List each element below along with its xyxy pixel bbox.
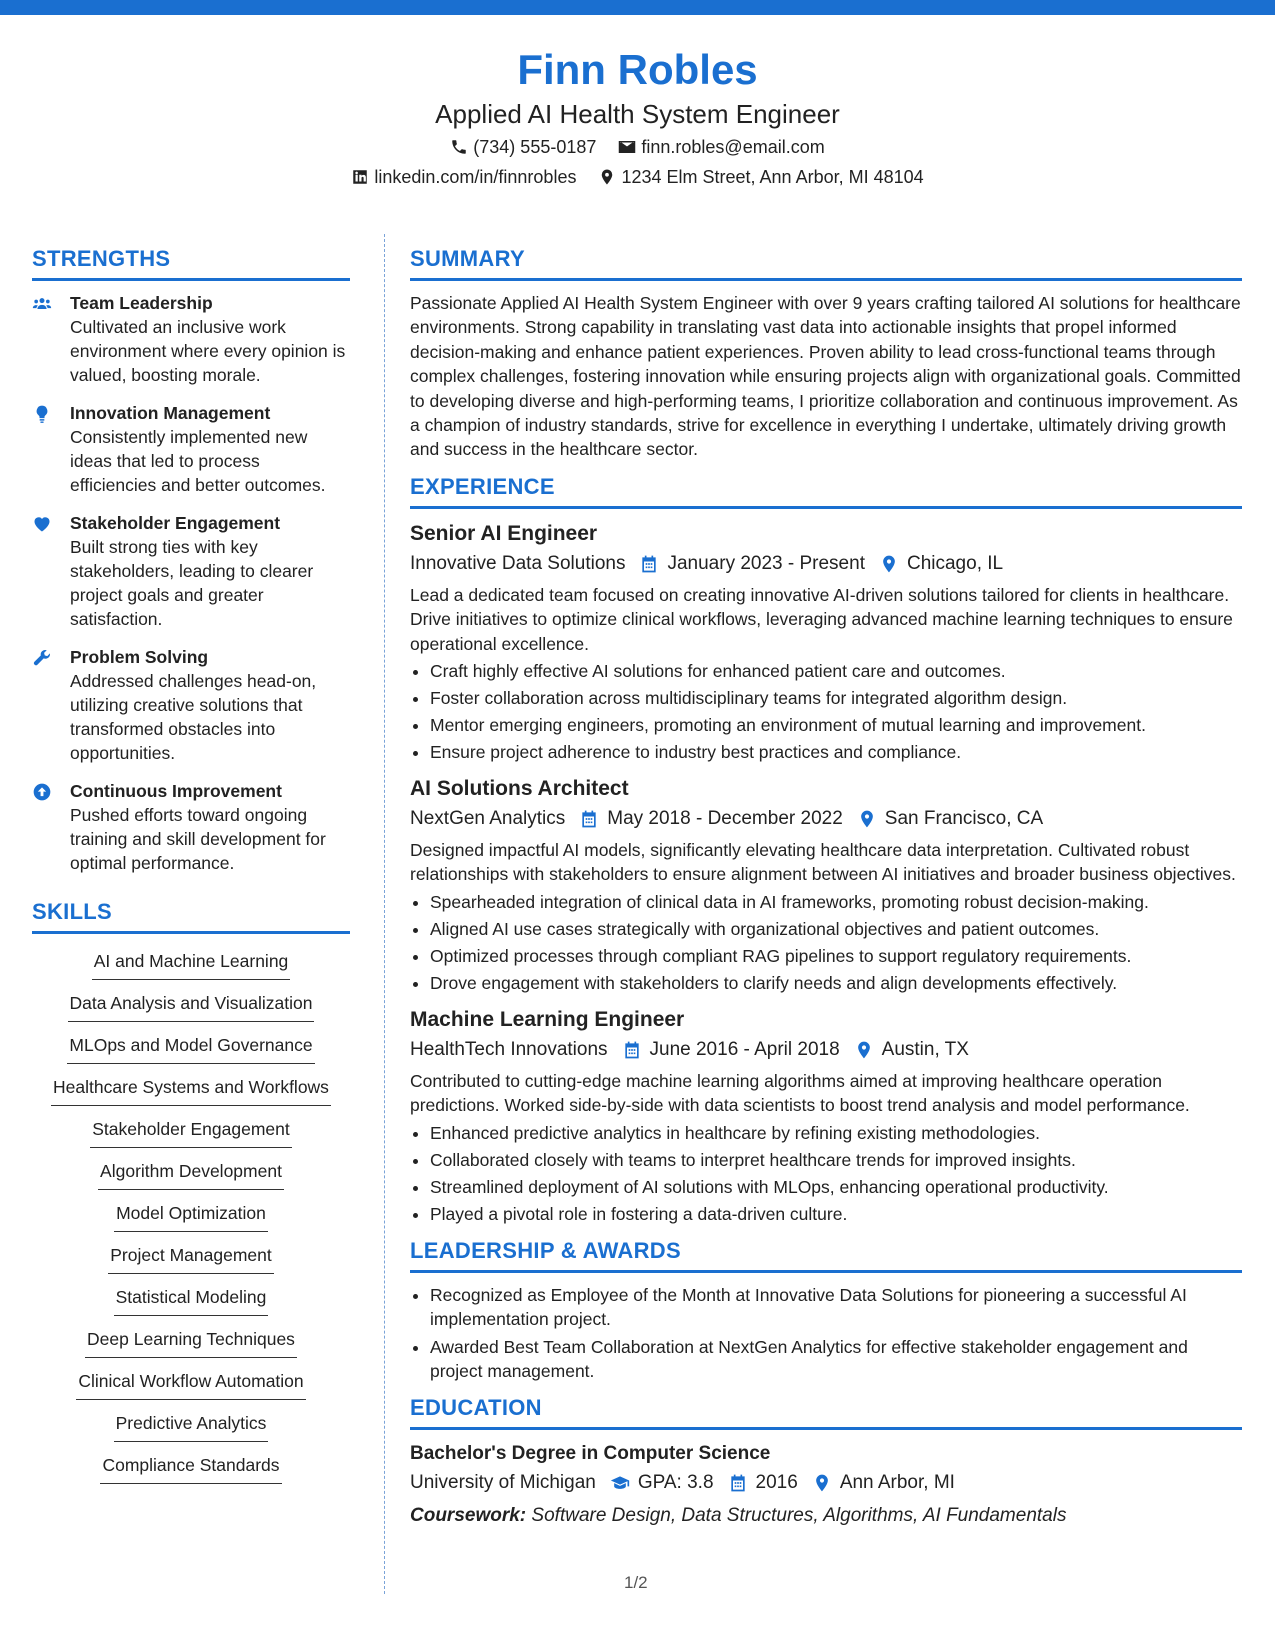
map-pin-icon [854, 1040, 874, 1060]
users-icon [32, 294, 52, 314]
linkedin-icon [351, 168, 369, 186]
contact-row-2 [0, 162, 1275, 192]
job-bullets [410, 1120, 1242, 1228]
strengths-heading: STRENGTHS [32, 244, 350, 281]
skill-item: Compliance Standards [100, 1453, 281, 1484]
phone-item [450, 132, 596, 162]
phone-icon [450, 138, 468, 156]
job-bullet: • Ensure project adherence to industry best practices and compliance. [430, 739, 1242, 766]
candidate-name: Finn Robles [517, 46, 758, 93]
education-heading: EDUCATION [410, 1393, 1242, 1430]
strength-title: Innovation Management [70, 403, 271, 423]
job-bullet: • Mentor emerging engineers, promoting an environment of mutual learning and improvement. [430, 712, 1242, 739]
education-location: Ann Arbor, MI [839, 1472, 955, 1494]
job-dates: June 2016 - April 2018 [649, 1038, 840, 1060]
award-item: • Awarded Best Team Collaboration at NextGen Analytics for effective stakeholder engagement and project management. [430, 1335, 1242, 1384]
education-coursework [410, 1502, 1242, 1530]
job-bullet: • Foster collaboration across multidisciplinary teams for integrated algorithm design. [430, 685, 1242, 712]
skill-item: Stakeholder Engagement [90, 1117, 292, 1148]
strength-text: Consistently implemented new ideas that led to process efficiencies and better outcomes. [70, 427, 326, 495]
award-item: • Recognized as Employee of the Month at Innovative Data Solutions for pioneering a successful AI implementation project. [430, 1283, 1242, 1332]
summary-heading: SUMMARY [410, 244, 1242, 281]
job-bullets [410, 658, 1242, 766]
job-company: Innovative Data Solutions [410, 552, 626, 574]
job-entry [410, 774, 1242, 997]
skill-item: Algorithm Development [98, 1159, 284, 1190]
strength-title: Continuous Improvement [70, 781, 282, 801]
calendar-icon [728, 1473, 748, 1493]
wrench-icon [32, 648, 52, 668]
lightbulb-icon [32, 404, 52, 424]
job-bullet: • Optimized processes through compliant RAG pipelines to support regulatory requirements. [430, 943, 1242, 970]
skill-item: Deep Learning Techniques [85, 1327, 297, 1358]
strength-text: Built strong ties with key stakeholders, leading to clearer project goals and greater satisfaction. [70, 537, 314, 629]
map-pin-icon [812, 1473, 832, 1493]
strength-text: Addressed challenges head-on, utilizing creative solutions that transformed obstacles into opportunities. [70, 671, 317, 763]
job-bullets [410, 889, 1242, 997]
awards-list [410, 1283, 1242, 1384]
heart-icon [32, 514, 52, 534]
job-company: NextGen Analytics [410, 808, 566, 830]
candidate-title: Applied AI Health System Engineer [435, 99, 840, 129]
awards-heading: LEADERSHIP & AWARDS [410, 1236, 1242, 1273]
job-meta [410, 804, 1242, 834]
arrow-up-circle-icon [32, 782, 52, 802]
map-pin-icon [857, 809, 877, 829]
page-number: 1/2 [624, 1573, 648, 1592]
education-meta [410, 1468, 1242, 1498]
job-entry [410, 1005, 1242, 1228]
job-location: Austin, TX [881, 1038, 969, 1060]
strength-text: Cultivated an inclusive work environment where every opinion is valued, boosting morale. [70, 317, 346, 385]
right-column [410, 244, 1242, 1530]
left-column [32, 244, 350, 1490]
skill-item: Healthcare Systems and Workflows [51, 1075, 331, 1106]
job-bullet: • Craft highly effective AI solutions for enhanced patient care and outcomes. [430, 658, 1242, 685]
strength-title: Stakeholder Engagement [70, 513, 281, 533]
job-bullet: • Enhanced predictive analytics in healthcare by refining existing methodologies. [430, 1120, 1242, 1147]
skills-heading: SKILLS [32, 897, 350, 934]
linkedin-text: linkedin.com/in/finnrobles [374, 167, 577, 187]
summary-text: Passionate Applied AI Health System Engineer with over 9 years crafting tailored AI solutions for healthcare environments. Strong capability in translating vast data into actionable insights that propel informed decision-making and enhance patient experiences. Proven ability to lead cross-functional teams through complex challenges, fostering innovation while ensuring projects align with organizational goals. Committed to developing diverse and high-performing teams, I prioritize collaboration and continuous improvement. As a champion of industry standards, strive for excellence in everything I undertake, ultimately driving growth and success in the healthcare sector. [410, 293, 1241, 460]
phone-text: (734) 555-0187 [473, 137, 597, 157]
contact-row-1 [0, 132, 1275, 162]
strength-item [32, 645, 350, 765]
strength-item [32, 291, 350, 387]
address-item [598, 162, 923, 192]
job-location: San Francisco, CA [884, 808, 1044, 830]
resume-header [0, 44, 1275, 192]
job-bullet: • Collaborated closely with teams to interpret healthcare trends for improved insights. [430, 1147, 1242, 1174]
skill-item: Clinical Workflow Automation [76, 1369, 305, 1400]
address-text: 1234 Elm Street, Ann Arbor, MI 48104 [621, 167, 924, 187]
coursework-label: Coursework: [410, 1505, 527, 1527]
job-description: Contributed to cutting-edge machine learning algorithms aimed at improving healthcare operation predictions. Worked side-by-side with data scientists to boost trend analysis and model performance. [410, 1070, 1190, 1116]
email-item [618, 132, 824, 162]
strength-title: Problem Solving [70, 647, 209, 667]
linkedin-item [351, 162, 576, 192]
job-entry [410, 519, 1242, 766]
job-meta [410, 1035, 1242, 1065]
job-location: Chicago, IL [906, 552, 1004, 574]
skill-item: Model Optimization [114, 1201, 268, 1232]
job-bullet: • Drove engagement with stakeholders to clarify needs and align developments effectively. [430, 970, 1242, 997]
column-divider [384, 234, 385, 1594]
calendar-icon [622, 1040, 642, 1060]
job-title: Machine Learning Engineer [410, 1007, 685, 1031]
coursework-text: Software Design, Data Structures, Algorithms, AI Fundamentals [531, 1505, 1067, 1527]
strength-item [32, 779, 350, 875]
skill-item: Predictive Analytics [114, 1411, 269, 1442]
job-bullet: • Played a pivotal role in fostering a data-driven culture. [430, 1201, 1242, 1228]
strength-title: Team Leadership [70, 293, 213, 313]
graduation-cap-icon [610, 1473, 630, 1493]
job-bullet: • Streamlined deployment of AI solutions with MLOps, enhancing operational productivity. [430, 1174, 1242, 1201]
job-description: Lead a dedicated team focused on creating innovative AI-driven solutions tailored for clients in healthcare. Drive initiatives to optimize clinical workflows, leveraging advanced machine learning techniques to ensure operational excellence. [410, 584, 1233, 654]
map-pin-icon [879, 554, 899, 574]
calendar-icon [579, 809, 599, 829]
strength-text: Pushed efforts toward ongoing training and skill development for optimal performance. [70, 805, 326, 873]
job-meta [410, 549, 1242, 579]
skill-item: Data Analysis and Visualization [68, 991, 315, 1022]
skills-list [32, 944, 350, 1490]
skill-item: Project Management [108, 1243, 273, 1274]
job-title: Senior AI Engineer [410, 521, 598, 545]
education-school: University of Michigan [410, 1472, 596, 1494]
job-title: AI Solutions Architect [410, 777, 629, 801]
education-year: 2016 [755, 1472, 798, 1494]
job-bullet: • Aligned AI use cases strategically with organizational objectives and patient outcomes. [430, 916, 1242, 943]
skill-item: MLOps and Model Governance [67, 1033, 314, 1064]
education-degree: Bachelor's Degree in Computer Science [410, 1443, 771, 1465]
skill-item: Statistical Modeling [114, 1285, 269, 1316]
job-bullet: • Spearheaded integration of clinical data in AI frameworks, promoting robust decision-making. [430, 889, 1242, 916]
strength-item [32, 511, 350, 631]
job-description: Designed impactful AI models, significantly elevating healthcare data interpretation. Cultivated robust relationships with stakeholders to ensure alignment between AI initiatives and broader business objectives. [410, 840, 1236, 885]
skill-item: AI and Machine Learning [92, 949, 291, 980]
envelope-icon [618, 138, 636, 156]
job-dates: May 2018 - December 2022 [607, 808, 843, 830]
calendar-icon [639, 554, 659, 574]
top-accent-bar [0, 0, 1275, 15]
strength-item [32, 401, 350, 497]
education-gpa: GPA: 3.8 [637, 1472, 714, 1494]
email-text: finn.robles@email.com [641, 137, 825, 157]
job-dates: January 2023 - Present [667, 552, 865, 574]
map-pin-icon [598, 168, 616, 186]
experience-heading: EXPERIENCE [410, 472, 1242, 509]
job-company: HealthTech Innovations [410, 1038, 608, 1060]
